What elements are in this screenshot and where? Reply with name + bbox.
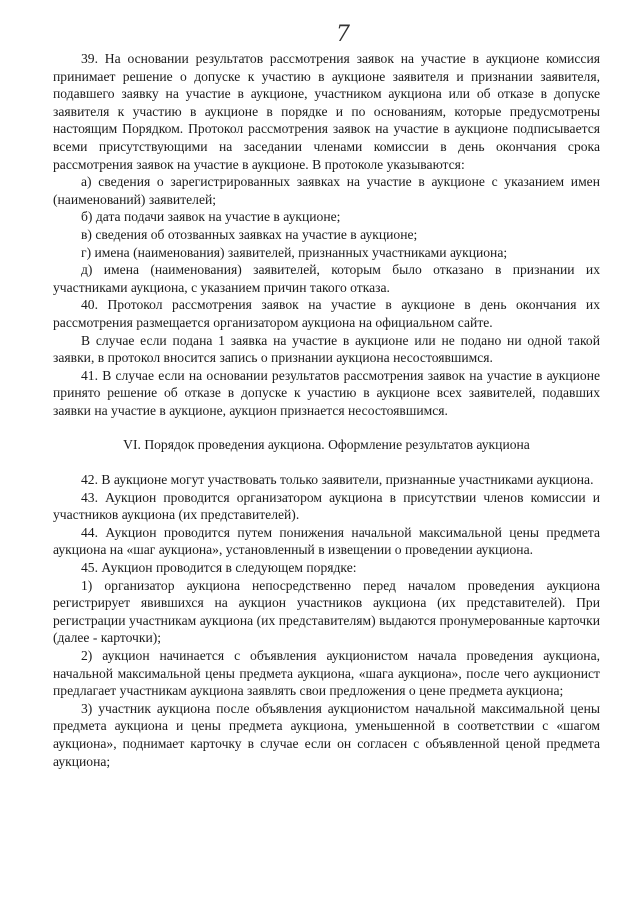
list-item-d: д) имена (наименования) заявителей, которым было отказано в признании их участниками аукциона, с указанием причин такого отказа. <box>53 262 600 295</box>
paragraph-42: 42. В аукционе могут участвовать только заявители, признанные участниками аукциона. <box>81 472 594 488</box>
list-item-1: 1) организатор аукциона непосредственно перед началом проведения аукциона регистрирует явившихся на аукцион участников аукциона (их представителей). При регистрации участникам аукциона (их представителям) выдаются пронумерованные карточки (далее - карточки); <box>53 577 600 646</box>
document-body <box>53 50 600 770</box>
paragraph-43: 43. Аукцион проводится организатором аукциона в присутствии членов комиссии и участников аукциона (их представителей). <box>53 489 600 523</box>
list-item-v: в) сведения об отозванных заявках на участие в аукционе; <box>81 226 418 242</box>
paragraph-41: 41. В случае если на основании результатов рассмотрения заявок на участие в аукционе принято решение об отказе в допуске к участию в аукционе всех заявителей, подавших заявки на участие в аукционе, аукцион признается несостоявшимся. <box>53 367 600 418</box>
list-item-3: 3) участник аукциона после объявления аукционистом начальной максимальной цены предмета аукциона и цены предмета аукциона, уменьшенной в соответствии с «шагом аукциона», поднимает карточку в случае если он согласен с объявленной ценой предмета аукциона; <box>53 700 600 769</box>
section-heading: VI. Порядок проведения аукциона. Оформление результатов аукциона <box>123 437 530 453</box>
page-number: 7 <box>336 22 350 47</box>
paragraph-44: 44. Аукцион проводится путем понижения начальной максимальной цены предмета аукциона на «шаг аукциона», установленный в извещении о проведении аукциона. <box>53 524 600 558</box>
list-item-b: б) дата подачи заявок на участие в аукционе; <box>81 209 341 225</box>
paragraph-45: 45. Аукцион проводится в следующем порядке: <box>81 560 357 576</box>
paragraph-40-single-bid: В случае если подана 1 заявка на участие в аукционе или не подано ни одной такой заявки, в протокол вносится запись о признании аукциона несостоявшимся. <box>53 332 600 366</box>
paragraph-40: 40. Протокол рассмотрения заявок на участие в аукционе в день окончания их рассмотрения размещается организатором аукциона на официальном сайте. <box>53 297 600 330</box>
list-item-a: а) сведения о зарегистрированных заявках на участие в аукционе с указанием имен (наименований) заявителей; <box>53 174 600 207</box>
list-item-g: г) имена (наименования) заявителей, признанных участниками аукциона; <box>81 244 508 260</box>
paragraph-39: 39. На основании результатов рассмотрения заявок на участие в аукционе комиссия принимает решение о допуске к участию в аукционе заявителя и признании заявителя, подавшего заявку на участие в аукционе, участником аукциона или об отказе в допуске заявителя к участию в аукционе в порядке и по основаниям, которые предусмотрены настоящим Порядком. Протокол рассмотрения заявок на участие в аукционе подписывается всеми присутствующими на заседании членами комиссии в день окончания срока рассмотрения заявок на участие в аукционе. В протоколе указываются: <box>53 51 600 172</box>
list-item-2: 2) аукцион начинается с объявления аукционистом начала проведения аукциона, начальной максимальной цены предмета аукциона, «шага аукциона», после чего аукционист предлагает участникам аукциона заявлять свои предложения о цене предмета аукциона; <box>53 648 600 699</box>
